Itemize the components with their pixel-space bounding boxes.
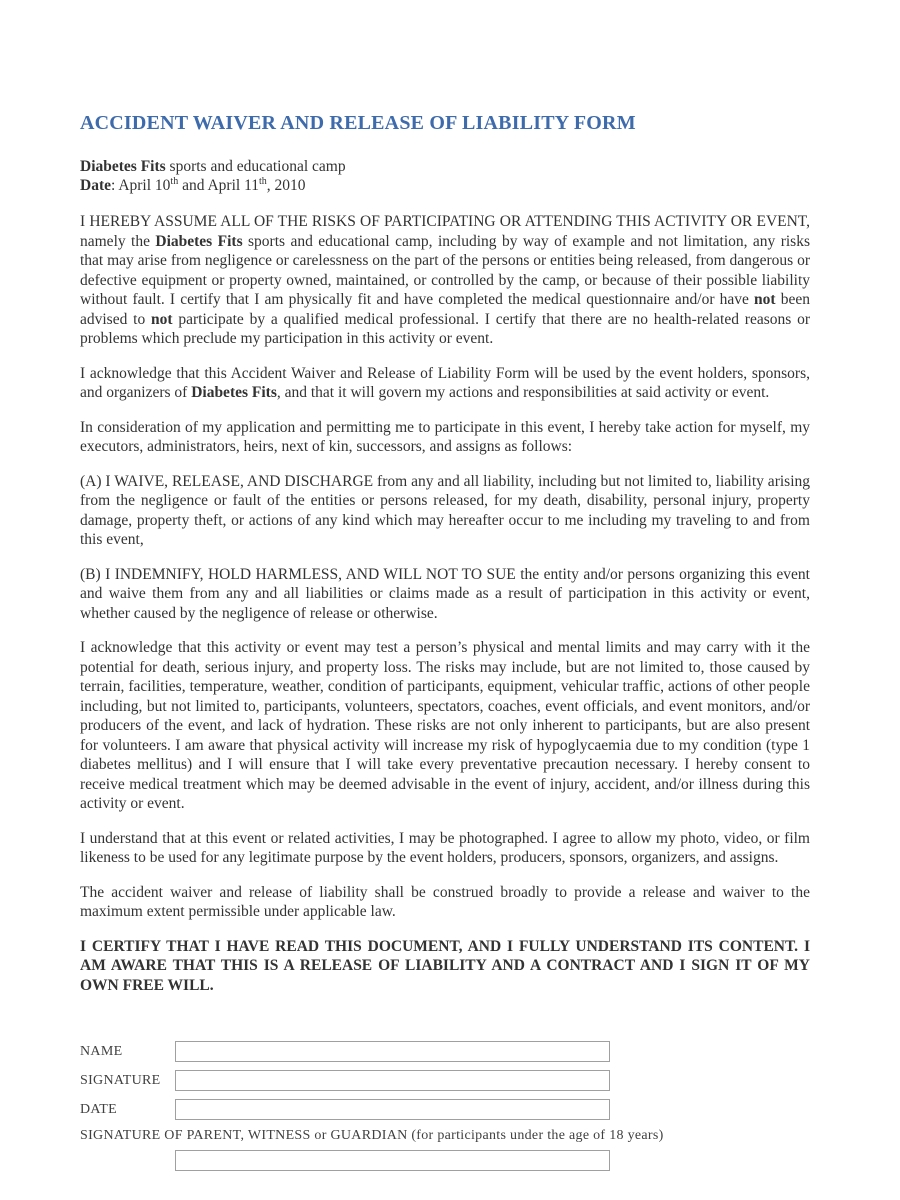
guardian-signature-label: SIGNATURE OF PARENT, WITNESS or GUARDIAN (for participants under the age of 18 years) bbox=[80, 1128, 664, 1143]
date-line: Date: April 10th and April 11th, 2010 bbox=[80, 175, 306, 194]
paragraph: The accident waiver and release of liability shall be construed broadly to provide a release and waiver to the maximum extent permissible under applicable law. bbox=[80, 883, 810, 920]
date-label: DATE bbox=[80, 1101, 117, 1117]
paragraph: I acknowledge that this Accident Waiver and Release of Liability Form will be used by the event holders, sponsors, and organizers of Diabetes Fits, and that it will govern my actions and responsibilities at said activity or event. bbox=[80, 364, 810, 401]
paragraph: In consideration of my application and permitting me to participate in this event, I hereby take action for myself, my executors, administrators, heirs, next of kin, successors, and assigns as follows: bbox=[80, 418, 810, 455]
page-title: ACCIDENT WAIVER AND RELEASE OF LIABILITY FORM bbox=[80, 112, 636, 134]
paragraph: I acknowledge that this activity or event may test a person’s physical and mental limits and may carry with it the potential for death, serious injury, and property loss. The risks may include, but are not limited to, those caused by terrain, facilities, temperature, weather, condition of participants, equipment, vehicular traffic, actions of other people including, but not limited to, participants, volunteers, spectators, coaches, event officials, and event monitors, and/or producers of the event, and lack of hydration. These risks are not only inherent to participants, but are also present for volunteers. I am aware that physical activity will increase my risk of hypoglycaemia due to my condition (type 1 diabetes mellitus) and I will ensure that I will take every preventative precaution necessary. I hereby consent to receive medical treatment which may be deemed advisable in the event of injury, accident, and/or illness during this activity or event. bbox=[80, 639, 810, 812]
camp-line: Diabetes Fits sports and educational camp bbox=[80, 158, 346, 175]
form-row-guardian bbox=[80, 1128, 810, 1171]
paragraph: I CERTIFY THAT I HAVE READ THIS DOCUMENT, AND I FULLY UNDERSTAND ITS CONTENT. I AM AWARE THAT THIS IS A RELEASE OF LIABILITY AND A CONTRACT AND I SIGN IT OF MY OWN FREE WILL. bbox=[80, 937, 810, 994]
form-row-date bbox=[80, 1099, 810, 1120]
paragraph: I understand that at this event or related activities, I may be photographed. I agree to allow my photo, video, or film likeness to be used for any legitimate purpose by the event holders, producers, sponsors, organizers, and assigns. bbox=[80, 829, 810, 866]
name-label: NAME bbox=[80, 1043, 123, 1059]
date-input[interactable] bbox=[175, 1099, 610, 1120]
guardian-input-wrap bbox=[80, 1150, 810, 1171]
signature-form bbox=[80, 1041, 810, 1171]
name-input[interactable] bbox=[175, 1041, 610, 1062]
guardian-signature-input[interactable] bbox=[175, 1150, 610, 1171]
form-row-name bbox=[80, 1041, 810, 1062]
body-paragraphs bbox=[80, 212, 810, 995]
paragraph: (B) I INDEMNIFY, HOLD HARMLESS, AND WILL NOT TO SUE the entity and/or persons organizing this event and waive them from any and all liabilities or claims made as a result of participation in this activity or event, whether caused by the negligence of release or otherwise. bbox=[80, 565, 810, 622]
form-row-signature bbox=[80, 1070, 810, 1091]
paragraph: (A) I WAIVE, RELEASE, AND DISCHARGE from any and all liability, including but not limited to, liability arising from the negligence or fault of the entities or persons released, for my death, disability, personal injury, property damage, property theft, or actions of any kind which may hereafter occur to me including my traveling to and from this event, bbox=[80, 472, 810, 548]
document-header bbox=[80, 157, 810, 195]
signature-label: SIGNATURE bbox=[80, 1072, 161, 1088]
paragraph: I HEREBY ASSUME ALL OF THE RISKS OF PARTICIPATING OR ATTENDING THIS ACTIVITY OR EVENT, namely the Diabetes Fits sports and educational camp, including by way of example and not limitation, any risks that may arise from negligence or carelessness on the part of the persons or entities being released, from dangerous or defective equipment or property owned, maintained, or controlled by the camp, or because of their possible liability without fault. I certify that I am physically fit and have completed the medical questionnaire and/or have not been advised to not participate by a qualified medical professional. I certify that there are no health-related reasons or problems which preclude my participation in this activity or event. bbox=[80, 213, 810, 347]
signature-input[interactable] bbox=[175, 1070, 610, 1091]
